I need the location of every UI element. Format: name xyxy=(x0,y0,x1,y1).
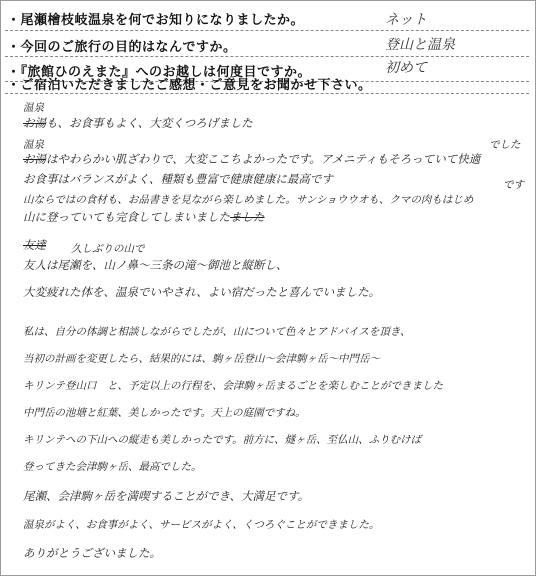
question-purpose: ・今回のご旅行の目的はなんですか。 xyxy=(7,40,237,55)
comment-line: キリンテへの下山への縦走も美しかったです。前方に、燧ヶ岳、至仏山、ふりむけば xyxy=(23,434,422,446)
inserted-text: でした xyxy=(489,139,521,151)
struck-text: お湯 xyxy=(23,152,46,166)
inserted-text: 久しぶりの山で xyxy=(71,243,145,255)
answer-line xyxy=(5,93,529,94)
comment-line: 登ってきた会津駒ヶ岳、最高でした。 xyxy=(23,461,202,473)
comment-line xyxy=(23,209,265,225)
answer-purpose: 登山と温泉 xyxy=(385,37,455,53)
comment-line: 私は、自分の体調と相談しながらでしたが、山について色々とアドバイスを頂き、 xyxy=(23,326,411,338)
comment-line: 友人は尾瀬を、山ノ鼻〜三条の滝〜御池と縦断し、 xyxy=(23,258,288,272)
comment-line: キリンテ登山口 と、予定以上の行程を、会津駒ヶ岳まるごとを楽しむことができました xyxy=(23,380,443,392)
comment-heading: 友達 xyxy=(23,238,46,252)
answer-line xyxy=(5,30,529,31)
comment-text: も、お食事もよく、大変くつろげました xyxy=(46,116,253,130)
comment-heading: 温泉 xyxy=(23,102,44,114)
question-how-known: ・尾瀬檜枝岐温泉を何でお知りになりましたか。 xyxy=(7,13,305,28)
answer-visit-count: 初めて xyxy=(385,60,427,76)
question-impressions: ・ご宿泊いただきましたご感想・ご意見をお聞かせ下さい。 xyxy=(7,78,372,93)
comment-line xyxy=(23,115,253,131)
comment-text: 山に登っていても完食してしまいました xyxy=(23,210,230,224)
struck-text: ました xyxy=(230,210,265,224)
comment-line: ありがとうございました。 xyxy=(23,546,161,560)
answer-how-known: ネット xyxy=(385,12,427,28)
comment-line: 当初の計画を変更したら、結果的には、駒ヶ岳登山〜会津駒ヶ岳〜中門岳〜 xyxy=(23,353,380,365)
question-visit-count: ・『旅館ひのえまた』へのお越しは何度目ですか。 xyxy=(7,65,312,80)
struck-text: お湯 xyxy=(23,116,46,130)
inserted-text: です xyxy=(503,179,524,191)
comment-line xyxy=(23,151,480,167)
comment-line: 中門岳の池塘と紅葉、美しかったです。天上の庭園ですね。 xyxy=(23,407,306,419)
comment-line: 尾瀬、会津駒ヶ岳を満喫することができ、大満足です。 xyxy=(23,489,310,503)
comment-heading: 温泉 xyxy=(23,139,44,151)
comment-text: はやわらかい肌ざわりで、大変ここちよかったです。アメニティもそろっていて xyxy=(46,152,458,166)
answer-line xyxy=(5,56,529,57)
comment-line: お食事はバランスがよく、種類も豊富で健康健康に最高です xyxy=(23,172,333,186)
comment-line: 大変疲れた体を、温泉でいやされ、よい宿だったと喜んでいました。 xyxy=(23,285,381,299)
comment-text-end: 快適 xyxy=(457,152,481,166)
comment-line: 山ならではの食材も、お品書きを見ながら楽しめました。サンショウウオも、クマの肉もはじめ xyxy=(23,194,474,206)
comment-line: 温泉がよく、お食事がよく、サービスがよく、くつろぐことができました。 xyxy=(23,519,380,531)
